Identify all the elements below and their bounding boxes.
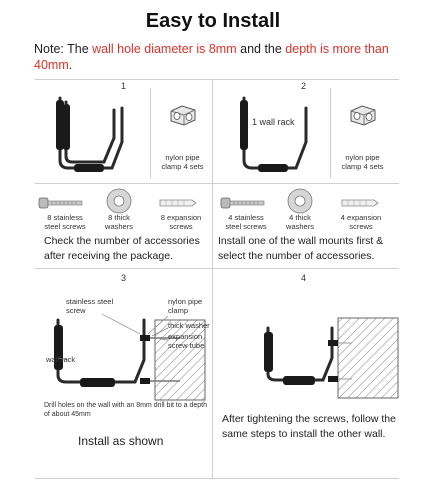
panel1-inner-divider bbox=[150, 88, 151, 178]
grid-border-top bbox=[35, 79, 399, 80]
panel1-label-screws: 8 stainless steel screws bbox=[44, 213, 86, 231]
panel1-pipe-clamp-icon bbox=[168, 104, 198, 126]
panel1-label-washers: 8 thick washers bbox=[105, 213, 133, 231]
panel4-caption: After tightening the screws, follow the same steps to install the other wall. bbox=[222, 413, 396, 440]
page-title: Easy to Install bbox=[145, 10, 281, 32]
panel3-drill-note: Drill holes on the wall with an 8mm drill bit to a depth of about 45mm bbox=[44, 402, 208, 418]
panel1-expansion-screw-icon bbox=[158, 197, 198, 209]
note-hole-diameter: wall hole diameter is 8mm bbox=[92, 42, 237, 56]
panel1-wall-rack-illustration bbox=[44, 90, 144, 180]
panel2-parts-divider bbox=[213, 183, 399, 184]
panel2-wall-rack-illustration bbox=[228, 90, 328, 180]
panel2-step-number: 2 bbox=[301, 81, 307, 91]
panel3-step-number: 3 bbox=[121, 273, 127, 283]
panel1-screw-icon bbox=[38, 196, 84, 210]
panel2-callout-wall-rack: 1 wall rack bbox=[252, 117, 295, 127]
note-suffix: . bbox=[68, 58, 73, 72]
panel1-caption: Check the number of accessories after receiving the package. bbox=[44, 235, 200, 262]
panel3-caption: Install as shown bbox=[78, 434, 164, 448]
panel2-label-washers: 4 thick washers bbox=[286, 213, 314, 231]
panel2-pipe-clamp-icon bbox=[348, 104, 378, 126]
grid-divider-horizontal bbox=[35, 268, 399, 269]
panel2-label-expansion-screws: 4 expansion screws bbox=[340, 213, 382, 231]
panel3-callout-wall-rack: wall rack bbox=[46, 355, 76, 364]
panel2-screw-icon bbox=[220, 196, 266, 210]
panel1-parts-divider bbox=[35, 183, 212, 184]
panel1-label-pipe-clamp: nylon pipe clamp 4 sets bbox=[161, 153, 204, 171]
panel2-label-screws: 4 stainless steel screws bbox=[225, 213, 267, 231]
panel2-inner-divider bbox=[330, 88, 331, 178]
note-depth: depth is more than 40mm bbox=[34, 42, 389, 72]
panel2-washer-icon bbox=[287, 188, 313, 214]
panel3-callout-expansion-tube: expansion screw tube bbox=[168, 332, 205, 350]
panel1-step-number: 1 bbox=[121, 81, 127, 91]
panel3-callout-stainless-screw: stainless steel screw bbox=[66, 297, 114, 315]
panel4-install-diagram bbox=[228, 288, 400, 403]
note-middle: and the bbox=[236, 42, 286, 56]
panel1-washer-icon bbox=[106, 188, 132, 214]
grid-divider-vertical bbox=[212, 79, 213, 479]
panel3-callout-thick-washer: thick washer bbox=[168, 321, 210, 330]
panel2-label-pipe-clamp: nylon pipe clamp 4 sets bbox=[341, 153, 384, 171]
panel1-label-expansion-screws: 8 expansion screws bbox=[160, 213, 202, 231]
grid-border-bottom bbox=[35, 478, 399, 479]
panel2-expansion-screw-icon bbox=[340, 197, 380, 209]
panel3-callout-pipe-clamp: nylon pipe clamp bbox=[168, 297, 203, 315]
install-note bbox=[34, 41, 404, 73]
panel4-step-number: 4 bbox=[301, 273, 307, 283]
note-prefix: Note: The bbox=[34, 42, 93, 56]
panel2-caption: Install one of the wall mounts first & select the number of accessories. bbox=[218, 235, 384, 262]
